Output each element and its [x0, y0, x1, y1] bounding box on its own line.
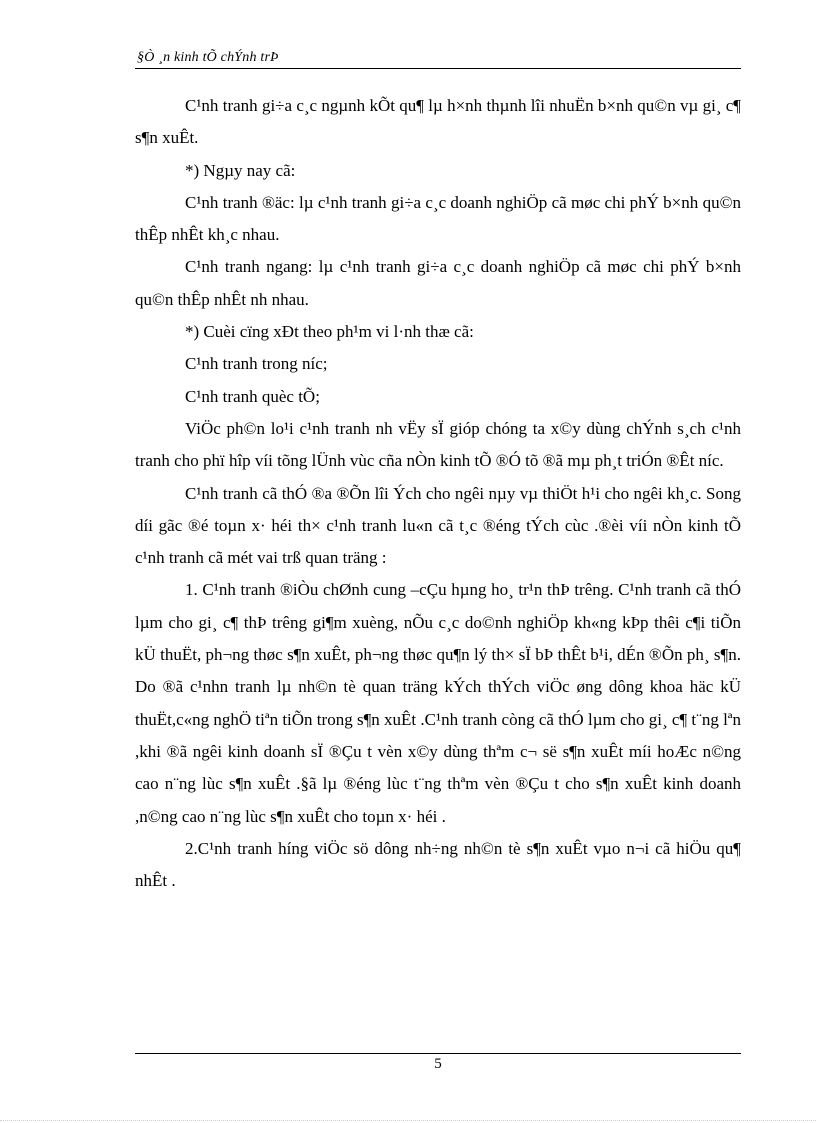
paragraph: *) Cuèi cïng xÐt theo ph¹m vi l·nh thæ cã:: [185, 322, 474, 342]
paragraph: C¹nh tranh cã thÓ ®a ®Õn lîi Ých cho ngêi nµy vµ thiÖt h¹i cho ngêi kh¸c. Song díi gãc ®é toµn x· héi th× c¹nh tranh lu«n cã t¸c ®éng tÝch cùc .®èi víi nÒn kinh tÕ c¹nh tranh cã mét vai trß quan träng :: [135, 483, 741, 568]
paragraph: C¹nh tranh trong níc;: [185, 354, 328, 374]
paragraph: *) Ngµy nay cã:: [185, 160, 296, 180]
paragraph: ViÖc ph©n lo¹i c¹nh tranh nh vËy sÏ gióp chóng ta x©y dùng chÝnh s¸ch c¹nh tranh cho phï hîp víi tõng lÜnh vùc cña nÒn kinh tÕ ®Ó tõ ®ã mµ ph¸t triÓn ®Êt níc.: [135, 418, 741, 471]
paragraph: 1. C¹nh tranh ®iÒu chØnh cung –cÇu hµng ho¸ tr¹n thÞ trêng. C¹nh tranh cã thÓ lµm cho gi¸ c¶ thÞ trêng gi¶m xuèng, nÕu c¸c do©nh nghiÖp kh«ng kÞp thêi c¶i tiÕn kÜ thuËt, ph¬ng thøc s¶n xuÊt, ph¬ng thøc qu¶n lý th× sÏ bÞ thÊt b¹i, dÉn ®Õn ph¸ s¶n. Do ®ã c¹nhn tranh lµ nh©n tè quan träng kÝch thÝch viÖc øng dông khoa häc kÜ thuËt,c«ng nghÖ tiªn tiÕn trong s¶n xuÊt .C¹nh tranh còng cã thÓ lµm cho gi¸ c¶ t¨ng lªn ,khi ®ã ngêi kinh doanh sÏ ®Çu t vèn x©y dùng thªm c¬ së s¶n xuÊt míi hoÆc n©ng cao n¨ng lùc s¶n xuÊt .§ã lµ ®éng lùc t¨ng thªm vèn ®Çu t cho s¶n xuÊt kinh doanh ,n©ng cao n¨ng lùc s¶n xuÊt cho toµn x· héi .: [135, 580, 741, 826]
paragraph: 2.C¹nh tranh híng viÖc sö dông nh÷ng nh©n tè s¶n xuÊt vµo n¬i cã hiÖu qu¶ nhÊt .: [135, 838, 741, 891]
paragraph: C¹nh tranh ®äc: lµ c¹nh tranh gi÷a c¸c doanh nghiÖp cã møc chi phÝ b×nh qu©n thÊp nhÊt kh¸c nhau.: [135, 192, 741, 245]
page-header: [135, 48, 741, 69]
header-title: §Ò ¸n kinh tÕ chÝnh trÞ: [137, 50, 279, 65]
page-number: 5: [434, 1056, 442, 1072]
paragraph: C¹nh tranh ngang: lµ c¹nh tranh gi÷a c¸c doanh nghiÖp cã møc chi phÝ b×nh qu©n thÊp nhÊt nh nhau.: [135, 257, 741, 309]
paragraph: C¹nh tranh quèc tÕ;: [185, 386, 320, 406]
footer-divider: [135, 1053, 741, 1054]
document-body: [135, 90, 741, 897]
paragraph: C¹nh tranh gi÷a c¸c ngµnh kÕt qu¶ lµ h×nh thµnh lîi nhuËn b×nh qu©n vµ gi¸ c¶ s¶n xuÊt.: [135, 96, 741, 148]
page-edge-divider: [0, 1120, 816, 1121]
